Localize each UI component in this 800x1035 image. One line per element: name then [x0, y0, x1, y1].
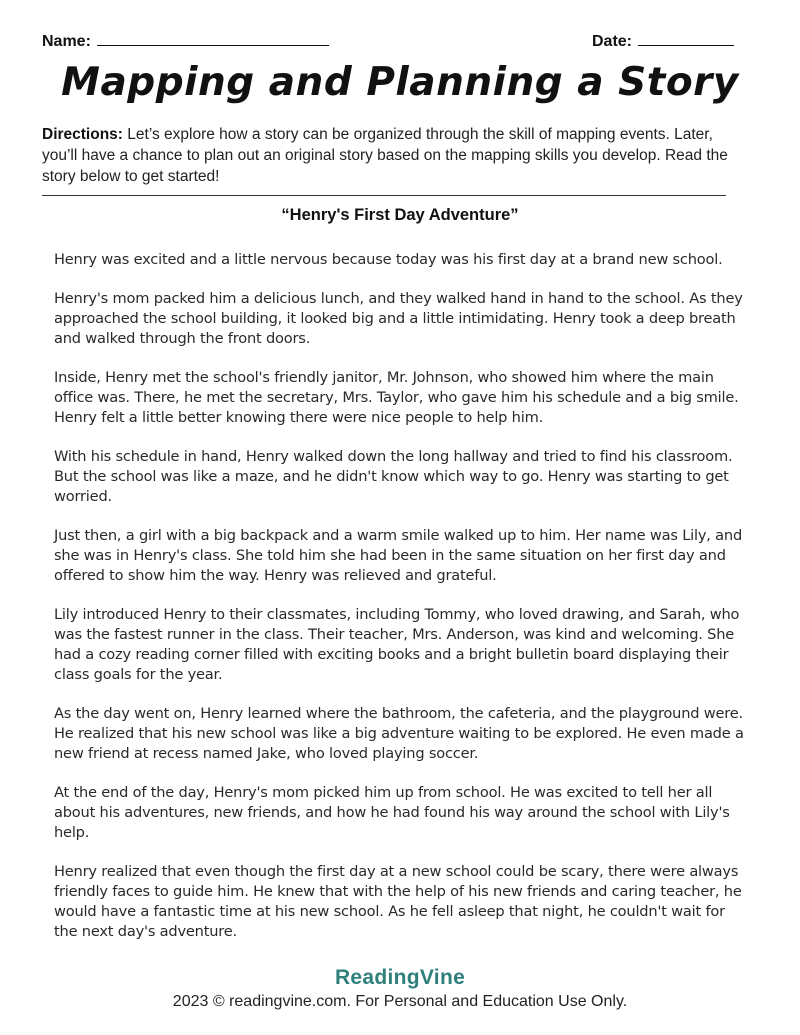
story-paragraph: With his schedule in hand, Henry walked down the long hallway and tried to find his classroom. But the school was like a maze, and he didn't know which way to go. Henry was starting to get worried.: [54, 448, 733, 505]
story-title: “Henry's First Day Adventure”: [281, 206, 519, 224]
directions: [42, 124, 732, 187]
story-body: [54, 250, 744, 961]
date-label: Date:: [592, 33, 633, 50]
worksheet-title: Mapping and Planning a Story: [61, 60, 739, 105]
name-blank-line: [97, 31, 329, 46]
brand-logo: ReadingVine: [334, 966, 466, 989]
name-label: Name:: [42, 33, 91, 50]
story-paragraph: Henry's mom packed him a delicious lunch, and they walked hand in hand to the school. As they approached the school building, it looked big and a little intimidating. Henry took a deep breath and walked through the front doors.: [54, 290, 743, 347]
story-paragraph: Lily introduced Henry to their classmates, including Tommy, who loved drawing, and Sarah, who was the fastest runner in the class. Their teacher, Mrs. Anderson, was kind and welcoming. She had a cozy reading corner filled with exciting books and a bright bulletin board displaying their class goals for the year.: [54, 606, 740, 683]
directions-text: Let’s explore how a story can be organized through the skill of mapping events. Later, you’ll have a chance to plan out an original story based on the mapping skills you develop. Read the story below to get started!: [42, 126, 728, 185]
story-paragraph: Just then, a girl with a big backpack and a warm smile walked up to him. Her name was Lily, and she was in Henry's class. She told him she had been in the same situation on her first day and offered to show him the way. Henry was relieved and grateful.: [54, 527, 743, 584]
story-paragraph: Henry realized that even though the first day at a new school could be scary, there were always friendly faces to guide him. He knew that with the help of his new friends and caring teacher, he would have a fantastic time at his new school. As he fell asleep that night, he couldn't wait for the next day's adventure.: [54, 863, 742, 940]
story-paragraph: As the day went on, Henry learned where the bathroom, the cafeteria, and the playground were. He realized that his new school was like a big adventure waiting to be explored. He even made a new friend at recess named Jake, who loved playing soccer.: [54, 705, 744, 762]
name-field: [42, 31, 329, 51]
story-paragraph: Henry was excited and a little nervous because today was his first day at a brand new school.: [54, 251, 723, 268]
divider-line: [42, 195, 726, 196]
story-paragraph: At the end of the day, Henry's mom picked him up from school. He was excited to tell her all about his adventures, new friends, and how he had found his way around the school with Lily's help.: [54, 784, 730, 841]
date-blank-line: [638, 31, 734, 46]
directions-label: Directions:: [42, 126, 123, 143]
story-paragraph: Inside, Henry met the school's friendly janitor, Mr. Johnson, who showed him where the main office was. There, he met the secretary, Mrs. Taylor, who gave him his schedule and a big smile. Henry felt a little better knowing there were nice people to help him.: [54, 369, 739, 426]
copyright-footer: 2023 © readingvine.com. For Personal and Education Use Only.: [172, 993, 628, 1010]
date-field: [592, 31, 734, 51]
